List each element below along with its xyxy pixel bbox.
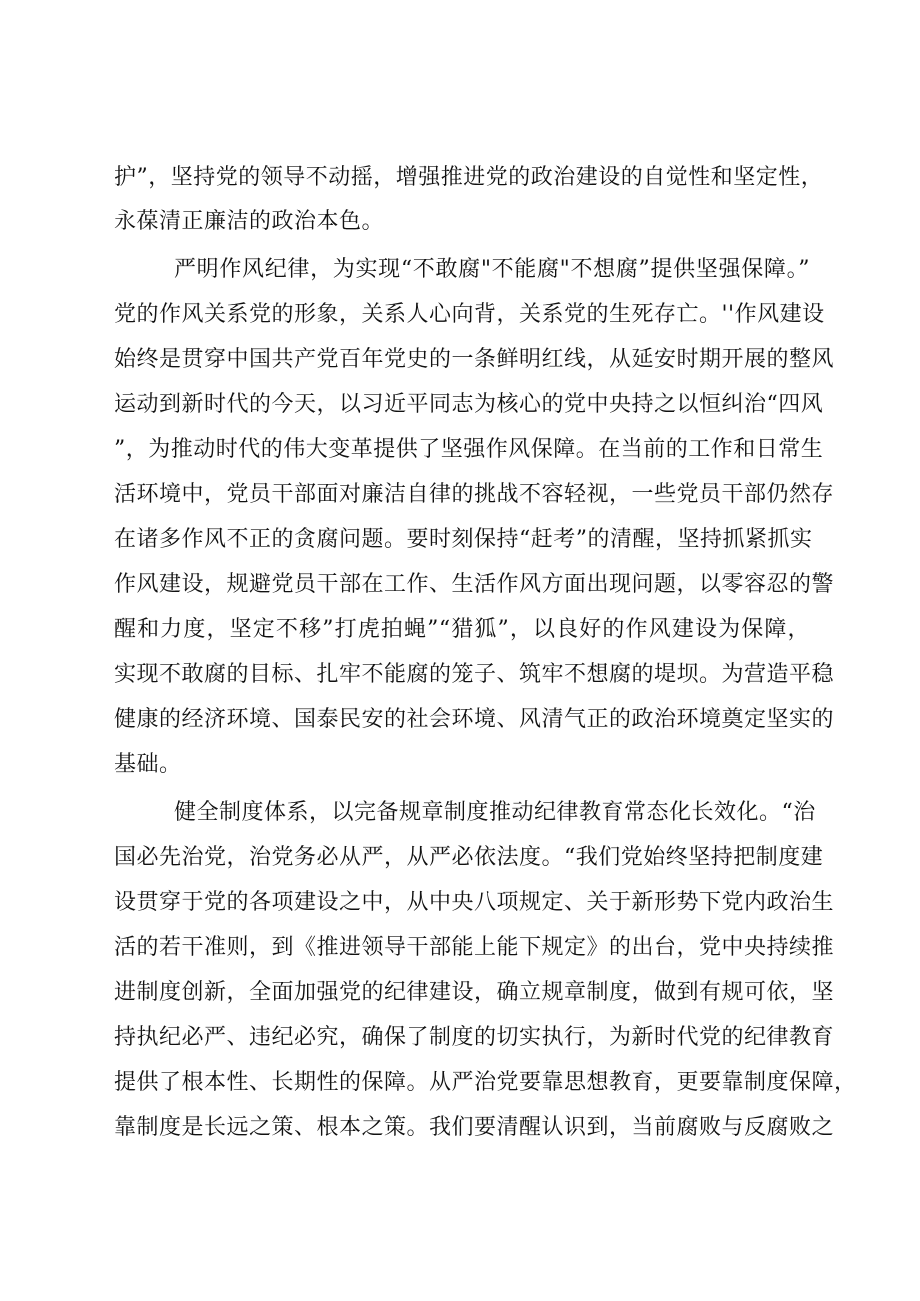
paragraph-2-line-2: 党的作风关系党的形象，关系人心向背，关系党的生死存亡。''作风建设 [114, 302, 825, 327]
paragraph-3-line-5: 进制度创新，全面加强党的纪律建设，确立规章制度，做到有规可依，坚 [114, 980, 835, 1005]
paragraph-3-line-6: 持执纪必严、违纪必究，确保了制度的切实执行，为新时代党的纪律教育 [114, 1025, 835, 1050]
paragraph-2-line-11: 健康的经济环境、国泰民安的社会环境、风清气正的政治环境奠定坚实的 [114, 707, 835, 732]
paragraph-3-line-3: 设贯穿于党的各项建设之中，从中央八项规定、关于新形势下党内政治生 [114, 890, 835, 915]
paragraph-2-line-9: 醒和力度，坚定不移”打虎拍蝇”“猎狐”，以良好的作风建设为保障， [114, 617, 810, 642]
paragraph-3-line-7: 提供了根本性、长期性的保障。从严治党要靠思想教育，更要靠制度保障， [114, 1070, 857, 1095]
paragraph-1-line-1: 护”，坚持党的领导不动摇，增强推进党的政治建设的自觉性和坚定性， [114, 165, 824, 190]
paragraph-3-line-4: 活的若干准则，到《推进领导干部能上能下规定》的出台，党中央持续推 [114, 935, 835, 960]
paragraph-3-line-8: 靠制度是长远之策、根本之策。我们要清醒认识到，当前腐败与反腐败之 [114, 1115, 835, 1140]
paragraph-2-line-3: 始终是贯穿中国共产党百年党史的一条鲜明红线，从延安时期开展的整风 [114, 347, 835, 372]
paragraph-2-line-1: 严明作风纪律，为实现“不敢腐"不能腐"不想腐”提供坚强保障。” [174, 257, 810, 282]
paragraph-2-line-5: ”，为推动时代的伟大变革提供了坚强作风保障。在当前的工作和日常生 [114, 437, 824, 462]
paragraph-3-line-1: 健全制度体系，以完备规章制度推动纪律教育常态化长效化。“治 [174, 800, 816, 825]
paragraph-2-line-6: 活环境中，党员干部面对廉洁自律的挑战不容轻视，一些党员干部仍然存 [114, 482, 835, 507]
paragraph-2-line-12: 基础。 [114, 752, 182, 777]
paragraph-2-line-4: 运动到新时代的今天，以习近平同志为核心的党中央持之以恒纠治“四风 [114, 392, 824, 417]
paragraph-2-line-10: 实现不敢腐的目标、扎牢不能腐的笼子、筑牢不想腐的堤坝。为营造平稳 [114, 662, 835, 687]
paragraph-2-line-8: 作风建设，规避党员干部在工作、生活作风方面出现问题，以零容忍的警 [114, 572, 835, 597]
paragraph-3-line-2: 国必先治党，治党务必从严，从严必依法度。“我们党始终坚持把制度建 [114, 845, 824, 870]
paragraph-1-line-2: 永葆清正廉洁的政治本色。 [114, 209, 385, 234]
paragraph-2-line-7: 在诸多作风不正的贪腐问题。要时刻保持“赶考”的清醒，坚持抓紧抓实 [114, 527, 813, 552]
